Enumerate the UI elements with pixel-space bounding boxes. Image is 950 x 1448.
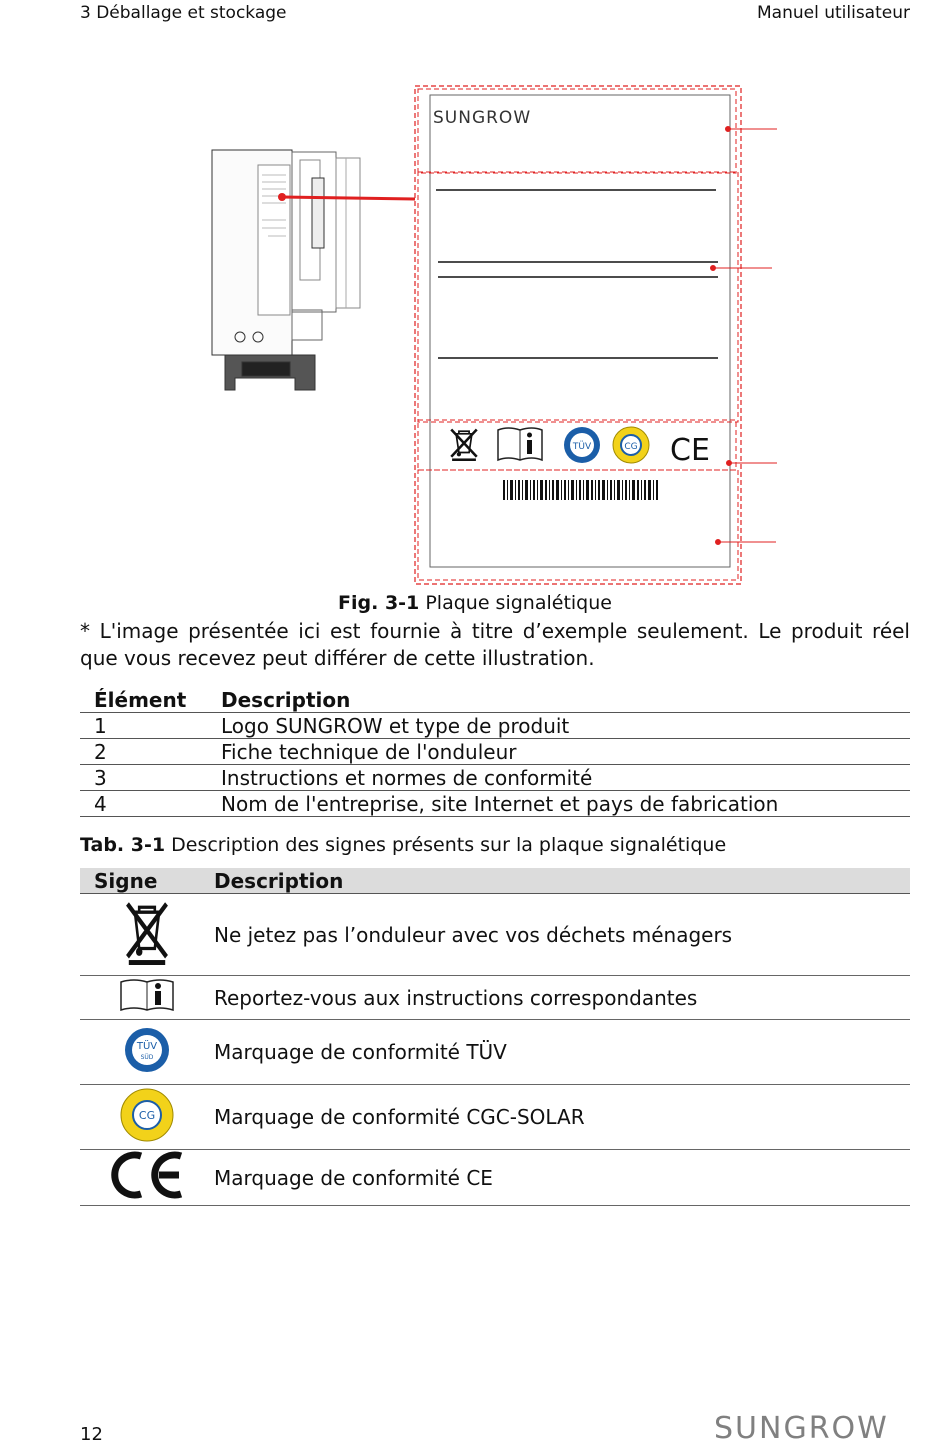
illustration-note: * L'image présentée ici est fournie à titre d’exemple seulement. Le produit réel que vous recevez peut différer de cette illustration. bbox=[80, 619, 910, 670]
signs-header-description: Description bbox=[214, 868, 910, 894]
table-row bbox=[80, 1020, 910, 1085]
footer-logo-text: SUNGROW bbox=[714, 1411, 889, 1444]
table-row bbox=[80, 976, 910, 1020]
svg-text:SÜD: SÜD bbox=[140, 1053, 154, 1061]
figure-caption bbox=[0, 592, 950, 614]
weee-bin-icon bbox=[121, 899, 173, 965]
inverter-side-view bbox=[212, 150, 360, 390]
tuv-mark-icon bbox=[123, 1024, 171, 1076]
svg-text:CG: CG bbox=[624, 442, 638, 452]
ce-mark-icon bbox=[670, 433, 710, 468]
table-caption bbox=[80, 834, 726, 856]
table-row bbox=[80, 765, 910, 791]
table-row bbox=[80, 1085, 910, 1150]
element-description: Nom de l'entreprise, site Internet et pays de fabrication bbox=[221, 791, 910, 817]
figure-caption-label: Fig. 3-1 bbox=[338, 592, 420, 614]
element-description: Instructions et normes de conformité bbox=[221, 765, 910, 791]
table-row bbox=[80, 1150, 910, 1206]
element-number: 1 bbox=[80, 713, 221, 739]
element-description: Fiche technique de l'onduleur bbox=[221, 739, 910, 765]
element-number: 2 bbox=[80, 739, 221, 765]
running-header-manual: Manuel utilisateur bbox=[757, 3, 910, 23]
signs-table bbox=[80, 868, 910, 1206]
sign-description: Marquage de conformité CGC-SOLAR bbox=[214, 1085, 910, 1150]
tuv-mark-icon bbox=[564, 427, 600, 463]
table-caption-text: Description des signes présents sur la plaque signalétique bbox=[171, 834, 727, 856]
elements-table bbox=[80, 686, 910, 817]
manual-info-icon bbox=[498, 428, 542, 460]
svg-text:TÜV: TÜV bbox=[572, 442, 592, 452]
sign-description: Marquage de conformité CE bbox=[214, 1150, 910, 1206]
table-row bbox=[80, 739, 910, 765]
ce-mark-icon bbox=[107, 1150, 187, 1200]
signs-header-sign: Signe bbox=[80, 868, 214, 894]
element-number: 3 bbox=[80, 765, 221, 791]
svg-text:CG: CG bbox=[138, 1108, 156, 1122]
svg-text:TÜV: TÜV bbox=[136, 1040, 158, 1052]
barcode bbox=[503, 480, 658, 500]
table-row bbox=[80, 713, 910, 739]
sungrow-logo bbox=[714, 1408, 910, 1444]
nameplate bbox=[415, 86, 741, 584]
svg-text:CE: CE bbox=[670, 433, 710, 468]
cgc-solar-mark-icon bbox=[613, 427, 649, 463]
nameplate-figure bbox=[0, 0, 950, 600]
sign-description: Reportez-vous aux instructions correspondantes bbox=[214, 976, 910, 1020]
sign-description: Ne jetez pas l’onduleur avec vos déchets ménagers bbox=[214, 894, 910, 976]
element-description: Logo SUNGROW et type de produit bbox=[221, 713, 910, 739]
running-header-chapter: 3 Déballage et stockage bbox=[80, 3, 287, 23]
sign-description: Marquage de conformité TÜV bbox=[214, 1020, 910, 1085]
elements-header-description: Description bbox=[221, 688, 351, 712]
cgc-solar-mark-icon bbox=[118, 1087, 176, 1143]
element-number: 4 bbox=[80, 791, 221, 817]
figure-caption-text: Plaque signalétique bbox=[425, 592, 612, 614]
table-caption-label: Tab. 3-1 bbox=[80, 834, 166, 856]
table-row bbox=[80, 894, 910, 976]
elements-header-item: Élément bbox=[94, 688, 187, 712]
page-number: 12 bbox=[80, 1424, 103, 1445]
nameplate-logo: SUNGROW bbox=[433, 108, 532, 128]
manual-info-icon bbox=[119, 978, 175, 1012]
table-row bbox=[80, 791, 910, 817]
